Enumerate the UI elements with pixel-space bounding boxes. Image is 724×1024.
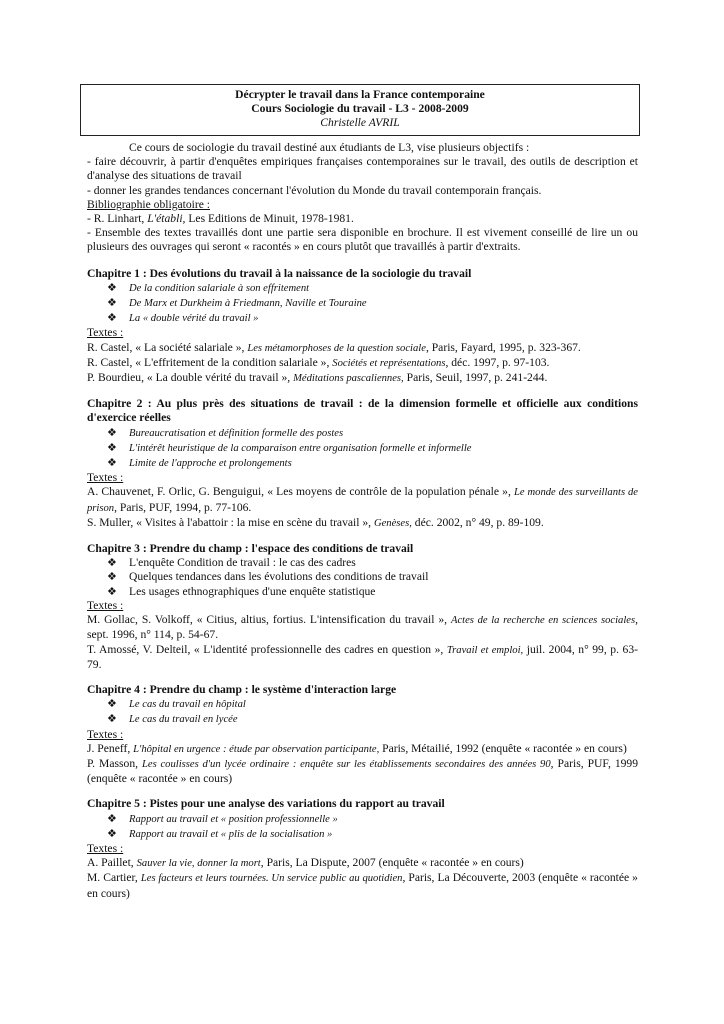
diamond-bullet-icon: ❖ [107,826,117,840]
course-subtitle: Cours Sociologie du travail - L3 - 2008-2009 [251,102,469,116]
textes-label: Textes : [87,727,124,741]
reference: J. Peneff, L'hôpital en urgence : étude par observation participante, Paris, Métailié, 1992 (enquête « racontée » en cours) [87,741,627,755]
textes-label: Textes : [87,471,124,485]
list-item: ❖ Rapport au travail et « position professionnelle » [107,811,338,825]
chapter-5-title: Chapitre 5 : Pistes pour une analyse des variations du rapport au travail [87,797,445,811]
list-item: ❖ Le cas du travail en hôpital [107,697,246,711]
list-item: ❖ Bureaucratisation et définition formelle des postes [107,425,344,439]
list-item: ❖ Rapport au travail et « plis de la socialisation » [107,826,333,840]
list-item: ❖ L'enquête Condition de travail : le cas des cadres [107,556,356,570]
diamond-bullet-icon: ❖ [107,425,117,439]
textes-label: Textes : [87,598,124,612]
author-name: Christelle AVRIL [320,116,400,130]
textes-label: Textes : [87,326,124,340]
diamond-bullet-icon: ❖ [107,712,117,726]
chapter-2-title: Chapitre 2 : Au plus près des situations de travail : de la dimension formelle et officielle aux conditions d'exercice réelles [87,397,638,425]
chapter-4-topics [87,697,638,727]
bibliography-note: - Ensemble des textes travaillés dont une partie sera disponible en brochure. Il est vivement conseillé de lire un ou plusieurs des ouvrages qui seront « racontés » en cours plutôt que travaillés à partir d'extraits. [87,226,638,254]
diamond-bullet-icon: ❖ [107,311,117,325]
diamond-bullet-icon: ❖ [107,811,117,825]
chapter-2-topics [87,426,638,472]
intro-paragraph: Ce cours de sociologie du travail destiné aux étudiants de L3, vise plusieurs objectifs : [129,141,530,154]
objective-1: - faire découvrir, à partir d'enquêtes empiriques françaises contemporaines sur le travail, des outils de description et d'analyse des situations de travail [87,155,638,183]
reference: A. Paillet, Sauver la vie, donner la mort, Paris, La Dispute, 2007 (enquête « racontée » en cours) [87,856,524,870]
document-body [87,141,638,901]
reference: M. Gollac, S. Volkoff, « Citius, altius, fortius. L'intensification du travail », Actes de la recherche en sciences sociales, sept. 1996, n° 114, p. 54-67. [87,613,639,642]
chapter-4-title: Chapitre 4 : Prendre du champ : le système d'interaction large [87,682,397,696]
objective-2: - donner les grandes tendances concernant l'évolution du Monde du travail contemporain français. [87,183,542,197]
reference: S. Muller, « Visites à l'abattoir : la mise en scène du travail », Genèses, déc. 2002, n° 49, p. 89-109. [87,515,544,529]
list-item: ❖ Les usages ethnographiques d'une enquête statistique [107,584,376,598]
chapter-1-title: Chapitre 1 : Des évolutions du travail à la naissance de la sociologie du travail [87,266,472,280]
diamond-bullet-icon: ❖ [107,296,117,310]
reference: R. Castel, « L'effritement de la condition salariale », Sociétés et représentations, déc. 1997, p. 97-103. [87,355,550,369]
chapter-5-topics [87,812,638,842]
reference: T. Amossé, V. Delteil, « L'identité professionnelle des cadres en question », Travail et emploi, juil. 2004, n° 99, p. 63-79. [87,642,638,671]
diamond-bullet-icon: ❖ [107,280,117,294]
chapter-3-title: Chapitre 3 : Prendre du champ : l'espace des conditions de travail [87,542,414,556]
list-item: ❖ Limite de l'approche et prolongements [107,456,292,470]
bibliography-label: Bibliographie obligatoire : [87,197,210,211]
diamond-bullet-icon: ❖ [107,556,117,570]
title-box [80,84,640,136]
textes-label: Textes : [87,841,124,855]
reference: P. Bourdieu, « La double vérité du travail », Méditations pascaliennes, Paris, Seuil, 1997, p. 241-244. [87,371,548,385]
chapter-1-topics [87,281,638,327]
list-item: ❖ De Marx et Durkheim à Friedmann, Naville et Touraine [107,296,367,310]
list-item: ❖ Quelques tendances dans les évolutions des conditions de travail [107,570,429,584]
diamond-bullet-icon: ❖ [107,584,117,598]
list-item: ❖ Le cas du travail en lycée [107,712,238,726]
diamond-bullet-icon: ❖ [107,440,117,454]
document-title: Décrypter le travail dans la France contemporaine [235,88,485,101]
reference: P. Masson, Les coulisses d'un lycée ordinaire : enquête sur les établissements secondaires des années 90, Paris, PUF, 1999 (enquête « racontée » en cours) [87,756,639,786]
list-item: ❖ De la condition salariale à son effritement [107,280,310,294]
bibliography-item: - R. Linhart, L'établi, Les Editions de Minuit, 1978-1981. [87,212,354,226]
reference: M. Cartier, Les facteurs et leurs tournées. Un service public au quotidien, Paris, La Découverte, 2003 (enquête « racontée » en cours) [87,871,638,900]
diamond-bullet-icon: ❖ [107,456,117,470]
diamond-bullet-icon: ❖ [107,570,117,584]
list-item: ❖ La « double vérité du travail » [107,311,259,325]
diamond-bullet-icon: ❖ [107,697,117,711]
list-item: ❖ L'intérêt heuristique de la comparaison entre organisation formelle et informelle [107,440,472,454]
reference: R. Castel, « La société salariale », Les métamorphoses de la question sociale, Paris, Fayard, 1995, p. 323-367. [87,340,581,354]
chapter-3-topics [87,556,638,599]
reference: A. Chauvenet, F. Orlic, G. Benguigui, « Les moyens de contrôle de la population pénale », Le monde des surveillants de prison, Paris, PUF, 1994, p. 77-106. [87,485,638,514]
